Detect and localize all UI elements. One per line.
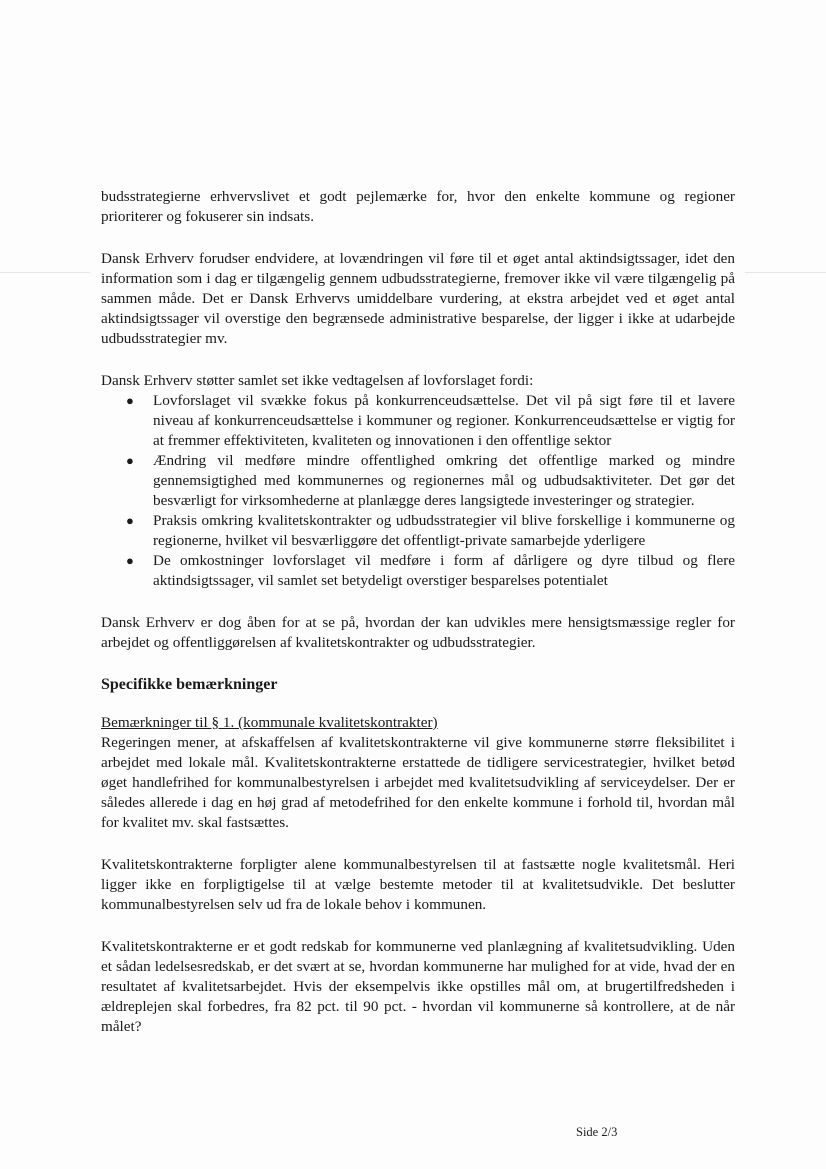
paragraph-openness: Dansk Erhverv er dog åben for at se på, hvordan der kan udvikles mere hensigtsmæssige regler for arbejdet og offentliggørelsen af kvalitetskontrakter og udbudsstrategier. bbox=[101, 614, 735, 651]
page-number: Side 2/3 bbox=[576, 1125, 618, 1139]
section-heading: Specifikke bemærkninger bbox=[101, 676, 278, 693]
list-item-text: De omkostninger lovforslaget vil medføre i form af dårligere og dyre tilbud og flere aktindsigtssager, vil samlet set betydeligt overstiger besparelses potentialet bbox=[153, 552, 735, 589]
paragraph-tool: Kvalitetskontrakterne er et godt redskab for kommunerne ved planlægning af kvalitetsudvikling. Uden et sådan ledelsesredskab, er det svært at se, hvordan kommunerne har mulighed for at vide, hvad der en resultatet af kvalitetsarbejdet. Hvis der eksempelvis ikke opstilles mål om, at brugertilfredsheden i ældreplejen skal forbedres, fra 82 pct. til 90 pct. - hvordan vil kommunerne så kontrollere, at de når målet? bbox=[101, 938, 735, 1035]
scan-artifact-right bbox=[745, 272, 826, 273]
document-body bbox=[101, 187, 735, 1037]
scan-artifact-left bbox=[0, 272, 90, 273]
paragraph-support-intro: Dansk Erhverv støtter samlet set ikke vedtagelsen af lovforslaget fordi: bbox=[101, 372, 534, 389]
paragraph-continued: budsstrategierne erhvervslivet et godt pejlemærke for, hvor den enkelte kommune og regioner prioriterer og fokuserer sin indsats. bbox=[101, 188, 735, 225]
section-subheading: Bemærkninger til § 1. (kommunale kvalitetskontrakter) bbox=[101, 714, 438, 731]
reasons-list bbox=[101, 391, 735, 591]
list-item bbox=[126, 391, 735, 451]
paragraph-government-view: Regeringen mener, at afskaffelsen af kvalitetskontrakterne vil give kommunerne større fleksibilitet i arbejdet med lokale mål. Kvalitetskontrakterne erstattede de tidligere servicestrategier, hvilket betød øget handlefrihed for kommunalbestyrelsen i arbejdet med kvalitetsudvikling af serviceydelser. Der er således allerede i dag en høj grad af metodefrihed for den enkelte kommune i forhold til, hvordan mål for kvalitet mv. skal fastsættes. bbox=[101, 734, 735, 831]
bullet-icon: ● bbox=[126, 513, 134, 528]
paragraph-aktindsigt: Dansk Erhverv forudser endvidere, at lovændringen vil føre til et øget antal aktindsigtssager, idet den information som i dag er tilgængelig gennem udbudsstrategierne, fremover ikke vil være tilgængelig på sammen måde. Det er Dansk Erhvervs umiddelbare vurdering, at ekstra arbejdet ved et øget antal aktindsigtssager vil overstige den begrænsede administrative besparelse, der ligger i ikke at udarbejde udbudsstrategier mv. bbox=[101, 250, 735, 347]
list-item bbox=[126, 551, 735, 591]
list-item-text: Lovforslaget vil svække fokus på konkurrenceudsættelse. Det vil på sigt føre til et lavere niveau af konkurrenceudsættelse i kommuner og regioner. Konkurrenceudsættelse er vigtig for at fremmer effektiviteten, kvaliteten og innovationen i den offentlige sektor bbox=[153, 392, 735, 449]
list-item-text: Ændring vil medføre mindre offentlighed omkring det offentlige marked og mindre gennemsigtighed med kommunernes og regionernes mål og udbudsaktiviteter. Det gør det besværligt for virksomhederne at planlægge deres langsigtede investeringer og strategier. bbox=[153, 452, 735, 509]
bullet-icon: ● bbox=[126, 453, 134, 468]
paragraph-obligations: Kvalitetskontrakterne forpligter alene kommunalbestyrelsen til at fastsætte nogle kvalitetsmål. Heri ligger ikke en forpligtigelse til at vælge bestemte metoder til at kvalitetsudvikle. Det beslutter kommunalbestyrelsen selv ud fra de lokale behov i kommunen. bbox=[101, 856, 735, 913]
bullet-icon: ● bbox=[126, 553, 134, 568]
bullet-icon: ● bbox=[126, 393, 134, 408]
list-item bbox=[126, 451, 735, 511]
list-item-text: Praksis omkring kvalitetskontrakter og udbudsstrategier vil blive forskellige i kommunerne og regionerne, hvilket vil besværliggøre det offentligt-private samarbejde yderligere bbox=[153, 512, 735, 549]
list-item bbox=[126, 511, 735, 551]
